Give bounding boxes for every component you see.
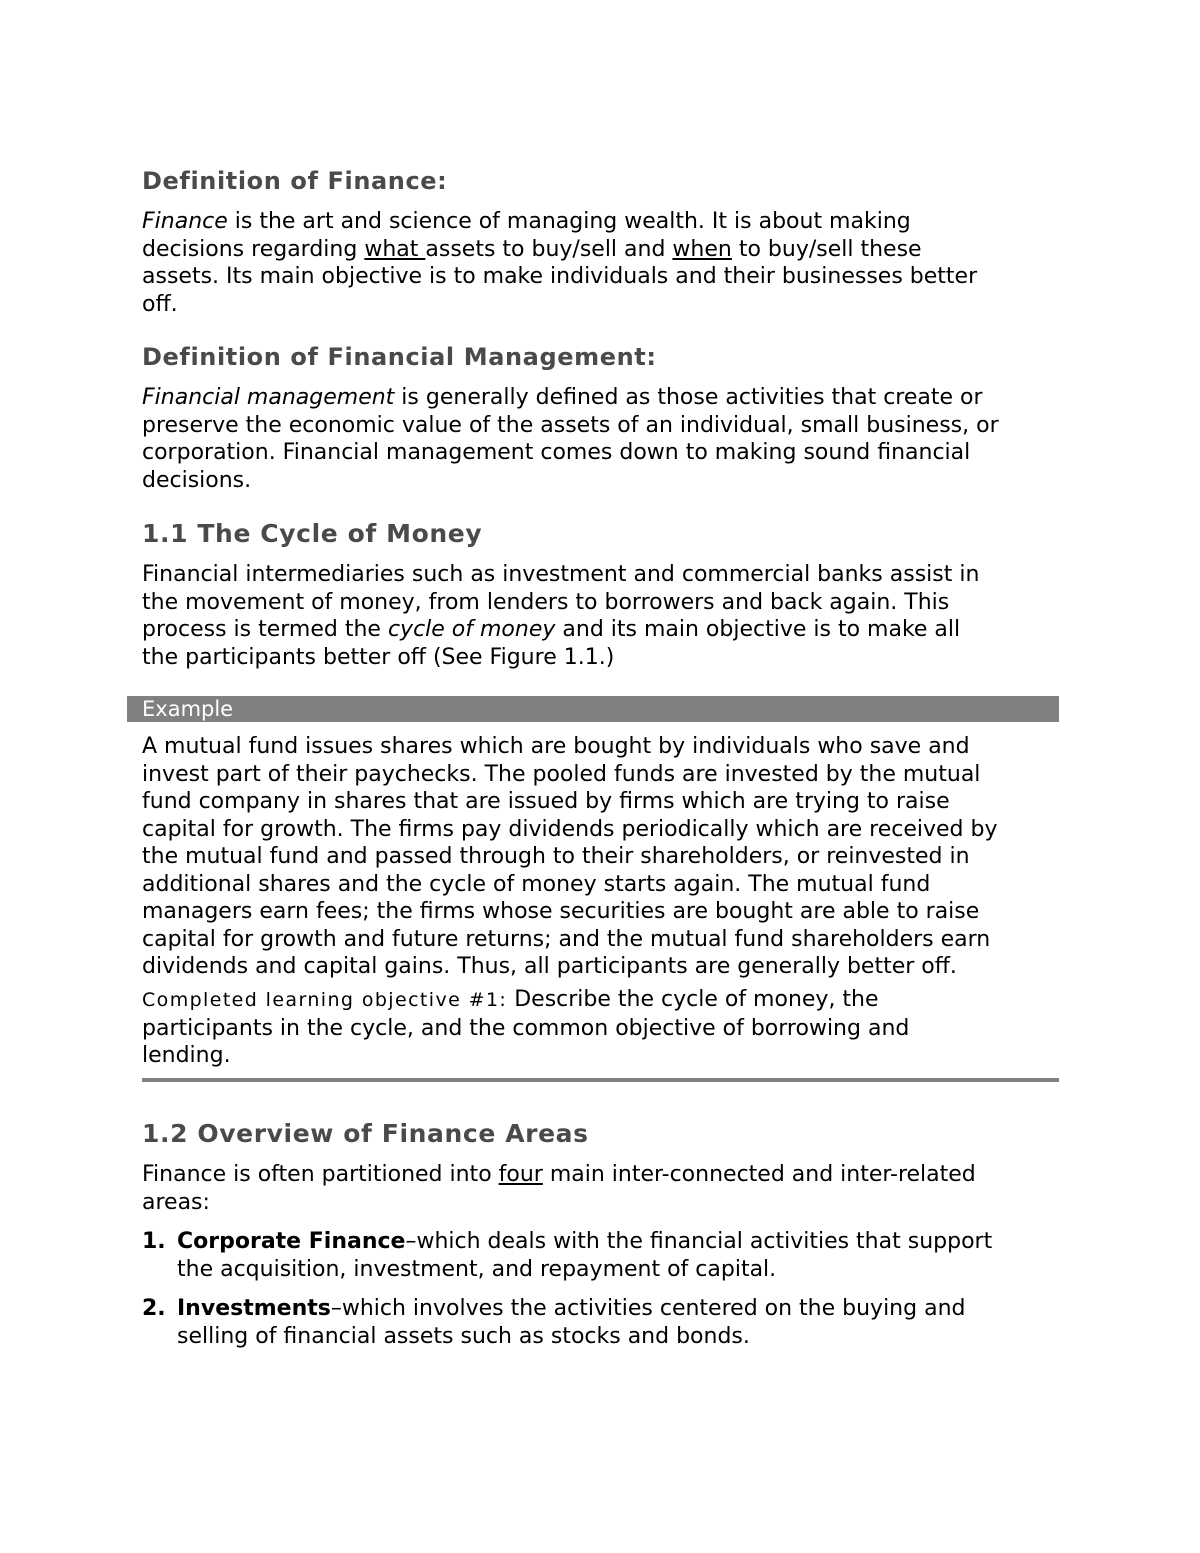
list-item-corporate-finance: [142, 1228, 1062, 1283]
text-run: process is termed the: [142, 617, 388, 642]
example-label: Example: [142, 697, 234, 721]
finance-term: Finance: [142, 209, 228, 234]
text-run: main inter-connected and inter-related: [542, 1162, 976, 1187]
text-run: Describe the cycle of money, the: [507, 987, 879, 1012]
text-line: capital for growth and future returns; and the mutual fund shareholders earn: [142, 926, 991, 952]
overview-finance-areas-heading: 1.2 Overview of Finance Areas: [142, 1119, 589, 1148]
financial-management-term: Financial management: [142, 385, 395, 410]
list-item-number: 2.: [142, 1296, 166, 1321]
text-run: Finance is often partitioned into: [142, 1162, 499, 1187]
underlined-four: four: [498, 1162, 543, 1187]
text-line: lending.: [142, 1043, 231, 1068]
text-line: [142, 1161, 1062, 1189]
list-item-body: [177, 1295, 1062, 1350]
finance-definition-paragraph: [142, 208, 1062, 318]
text-line: assets. Its main objective is to make individuals and their businesses better: [142, 264, 978, 289]
list-item-body: [177, 1228, 1062, 1283]
text-line: [142, 384, 1062, 412]
example-divider: [142, 1078, 1059, 1082]
financial-management-definition-heading: Definition of Financial Management:: [142, 343, 657, 371]
cycle-of-money-term: cycle of money: [387, 617, 556, 642]
learning-objective-paragraph: [142, 986, 1062, 1070]
text-line: [142, 236, 1062, 264]
finance-definition-heading: Definition of Finance:: [142, 167, 448, 195]
text-line: Financial intermediaries such as investment and commercial banks assist in: [142, 562, 980, 587]
text-line: decisions.: [142, 467, 252, 493]
text-line: selling of financial assets such as stocks and bonds.: [177, 1323, 750, 1349]
text-line: participants in the cycle, and the common objective of borrowing and: [142, 1015, 910, 1041]
text-line: the participants better off (See Figure 1.1.): [142, 644, 615, 670]
overview-intro-paragraph: [142, 1161, 1062, 1216]
text-line: preserve the economic value of the assets of an individual, small business, or: [142, 412, 999, 438]
text-line: [142, 208, 1062, 236]
example-header-bar: [127, 696, 1059, 722]
cycle-of-money-paragraph: [142, 561, 1062, 671]
text-run: is generally defined as those activities that create or: [394, 385, 983, 410]
text-run: and its main objective is to make all: [555, 617, 961, 642]
text-line: the movement of money, from lenders to borrowers and back again. This: [142, 589, 950, 615]
financial-management-definition-paragraph: [142, 384, 1062, 494]
text-line: dividends and capital gains. Thus, all participants are generally better off.: [142, 954, 957, 979]
text-line: capital for growth. The firms pay dividends periodically which are received by: [142, 816, 998, 842]
list-item-title: Investments: [177, 1296, 331, 1321]
text-run: –which deals with the financial activities that support: [405, 1229, 993, 1254]
text-run: to buy/sell these: [731, 236, 922, 262]
text-run: decisions regarding: [142, 236, 365, 262]
text-line: [142, 986, 1062, 1015]
text-line: managers earn fees; the firms whose securities are bought are able to raise: [142, 899, 980, 924]
text-line: corporation. Financial management comes down to making sound financial: [142, 440, 971, 465]
list-item-title: Corporate Finance: [177, 1229, 406, 1254]
text-line: fund company in shares that are issued by firms which are trying to raise: [142, 789, 950, 814]
list-item-number: 1.: [142, 1229, 166, 1254]
learning-objective-label: Completed learning objective #1:: [142, 989, 508, 1011]
text-line: invest part of their paychecks. The pooled funds are invested by the mutual: [142, 761, 981, 787]
underlined-what: what: [364, 236, 426, 262]
text-run: assets to buy/sell and: [425, 236, 673, 262]
text-line: additional shares and the cycle of money starts again. The mutual fund: [142, 871, 931, 897]
text-line: A mutual fund issues shares which are bought by individuals who save and: [142, 734, 970, 759]
underlined-when: when: [672, 236, 732, 262]
text-run: is the art and science of managing wealth. It is about making: [227, 209, 911, 234]
text-line: the mutual fund and passed through to their shareholders, or reinvested in: [142, 844, 970, 869]
text-line: [177, 1295, 1062, 1323]
text-line: off.: [142, 291, 178, 317]
text-line: areas:: [142, 1189, 210, 1215]
text-run: –which involves the activities centered on the buying and: [330, 1296, 966, 1321]
text-line: the acquisition, investment, and repayment of capital.: [177, 1256, 777, 1282]
list-item-investments: [142, 1295, 1062, 1350]
text-line: [142, 616, 1062, 644]
text-line: [177, 1228, 1062, 1256]
cycle-of-money-heading: 1.1 The Cycle of Money: [142, 519, 483, 548]
example-paragraph: [142, 733, 1062, 981]
